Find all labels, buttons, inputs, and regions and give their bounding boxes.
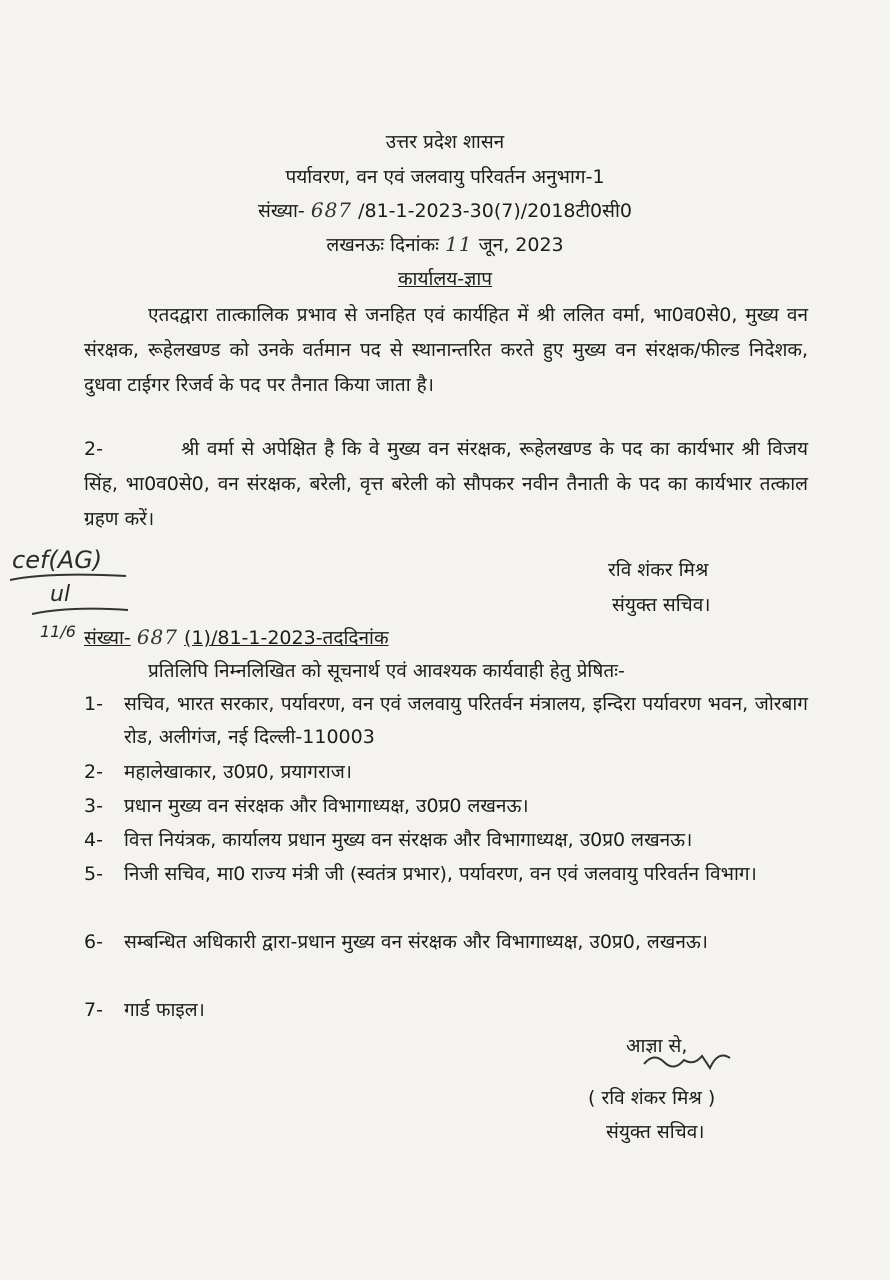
list-item: 7- गार्ड फाइल। bbox=[84, 999, 205, 1021]
govt-heading: उत्तर प्रदेश शासन bbox=[385, 131, 505, 153]
list-item: 3- प्रधान मुख्य वन संरक्षक और विभागाध्यक्ष, उ0प्र0 लखनऊ। bbox=[84, 795, 529, 817]
copy-number-rest: (1)/81-1-2023-तददिनांक bbox=[184, 627, 389, 649]
paragraph-1: एतदद्वारा तात्कालिक प्रभाव से जनहित एवं कार्यहित में श्री ललित वर्मा, भा0व0से0, मुख्य वन संरक्षक, रूहेलखण्ड को उनके वर्तमान पद से स्थानान्तरित करते हुए मुख्य वन संरक्षक/फील्ड निदेशक, दुधवा टाईगर रिजर्व के पद पर तैनात किया जाता है। bbox=[84, 304, 808, 396]
signature-scribble bbox=[640, 1046, 740, 1076]
list-item: 4- वित्त नियंत्रक, कार्यालय प्रधान मुख्य वन संरक्षक और विभागाध्यक्ष, उ0प्र0 लखनऊ। bbox=[84, 829, 693, 851]
copy-number-handwritten: 687 bbox=[136, 625, 178, 649]
by-order: आज्ञा से, bbox=[626, 1035, 688, 1057]
list-item: 1- सचिव, भारत सरकार, पर्यावरण, वन एवं जलवायु परितर्वन मंत्रालय, इन्दिरा पर्यावरण भवन, जोरबाग रोड, अलीगंज, नई दिल्ली-110003 bbox=[84, 693, 808, 748]
date-rest: जून, 2023 bbox=[478, 234, 564, 256]
copy-reference-number bbox=[84, 624, 389, 650]
number-label: संख्या- bbox=[258, 200, 305, 222]
list-item: 5- निजी सचिव, मा0 राज्य मंत्री जी (स्वतंत्र प्रभार), पर्यावरण, वन एवं जलवायु परिवर्तन विभाग। bbox=[84, 863, 757, 885]
paragraph-2: 2- श्री वर्मा से अपेक्षित है कि वे मुख्य वन संरक्षक, रूहेलखण्ड के पद का कार्यभार श्री विजय सिंह, भा0व0से0, वन संरक्षक, बरेली, वृत्त बरेली को सौपकर नवीन तैनाती के पद का कार्यभार तत्काल ग्रहण करें। bbox=[84, 438, 808, 530]
list-item: 6- सम्बन्धित अधिकारी द्वारा-प्रधान मुख्य वन संरक्षक और विभागाध्यक्ष, उ0प्र0, लखनऊ। bbox=[84, 931, 708, 953]
annotation-underline-2 bbox=[30, 604, 130, 618]
list-item: 2- महालेखाकार, उ0प्र0, प्रयागराज। bbox=[84, 761, 352, 783]
copy-intro: प्रतिलिपि निम्नलिखित को सूचनार्थ एवं आवश्यक कार्यवाही हेतु प्रेषितः- bbox=[148, 660, 625, 682]
signatory-designation-2: संयुक्त सचिव। bbox=[606, 1121, 705, 1143]
number-rest: /81-1-2023-30(7)/2018टी0सी0 bbox=[358, 200, 632, 222]
doc-type-heading: कार्यालय-ज्ञाप bbox=[397, 268, 493, 290]
date-line bbox=[0, 231, 890, 257]
reference-number bbox=[0, 197, 890, 223]
paragraph-2-number: 2- bbox=[84, 438, 103, 460]
signatory-name: रवि शंकर मिश्र bbox=[608, 559, 709, 581]
annotation-initial: ul bbox=[50, 582, 71, 607]
number-handwritten: 687 bbox=[310, 198, 353, 222]
date-label: लखनऊः दिनांकः bbox=[326, 234, 440, 256]
department-heading: पर्यावरण, वन एवं जलवायु परिवर्तन अनुभाग-1 bbox=[285, 166, 605, 188]
date-handwritten: 11 bbox=[445, 232, 473, 256]
signatory-name-2: ( रवि शंकर मिश्र ) bbox=[588, 1087, 716, 1109]
annotation-date: 11/6 bbox=[40, 622, 76, 641]
annotation-cef: cef(AG) bbox=[12, 546, 103, 574]
copy-number-label: संख्या- bbox=[84, 627, 131, 649]
signatory-designation: संयुक्त सचिव। bbox=[612, 594, 711, 616]
